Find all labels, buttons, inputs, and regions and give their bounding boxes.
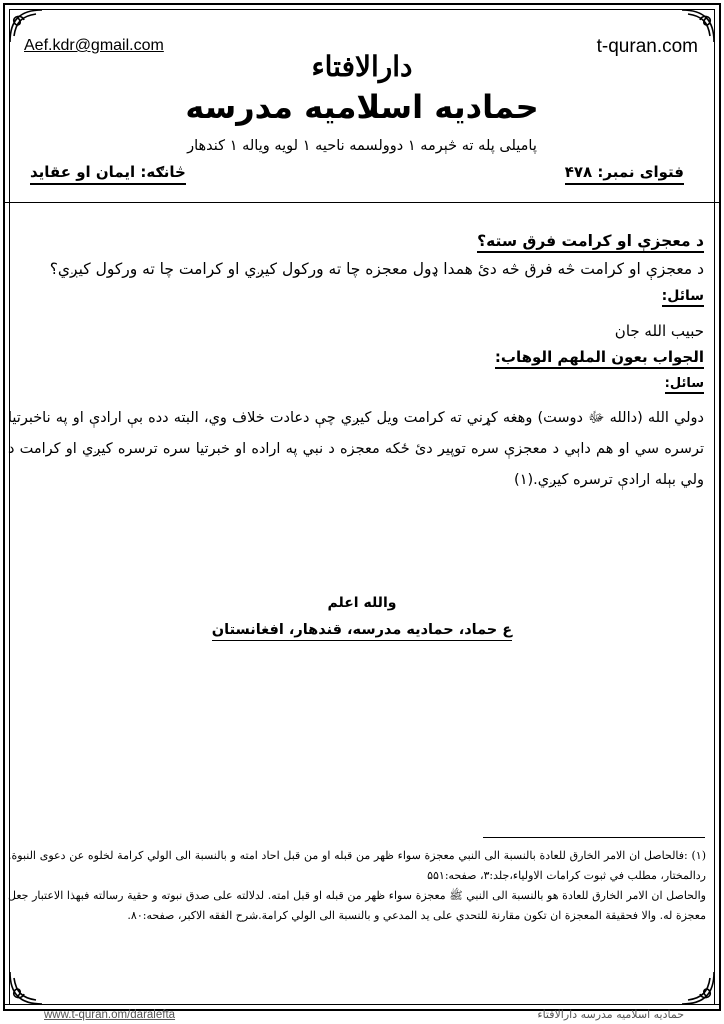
asker-label-text: سائل: xyxy=(662,288,704,307)
fatwa-number: فتوای نمبر: ۴۷۸ xyxy=(565,163,684,185)
header-divider xyxy=(4,202,720,203)
asker-label xyxy=(8,288,704,304)
footer-divider xyxy=(4,1004,720,1005)
footnotes xyxy=(8,846,706,926)
address-line: پامیلی پله ته څېرمه ۱ دوولسمه ناحیه ۱ لویه ویاله ۱ کندهار xyxy=(187,138,537,154)
dar-al-ifta-title: دارالافتاء xyxy=(311,50,413,83)
footnote-1: (۱) :فالحاصل ان الامر الخارق للعادة بالنسبة الى النبي معجزة سواء ظهر من قبله او من قبل احاد امته و بالنسبة الى الولي كرامة لخلوه عن دعوى النبوة. ردالمختار، مطلب في ثبوت كرامات الاولياء،جلد:۳، صفحه:۵۵۱ xyxy=(8,849,706,882)
allah-alam: والله اعلم xyxy=(327,595,397,611)
question-title xyxy=(8,232,704,250)
question-title-text: د معجزې او کرامت فرق سته؟ xyxy=(477,232,704,253)
email-link[interactable]: Aef.kdr@gmail.com xyxy=(24,37,164,54)
answer-text: دولي الله (دالله ﷻ دوست) وهغه کړني ته کرامت ويل کيږي چې دعادت خلاف وي، البته دده بې ارادې او په ناخبرتيا ترسره سي او هم داېي د معجزې سره توپير دئ ځکه معجزه د نبي په اراده او خبرتيا سره ترسره کيږي او کرامت د ولي بېله ارادې ترسره کيږي.(۱) xyxy=(8,410,704,488)
asker-name: حبيب الله جان xyxy=(614,322,704,340)
footnote-divider xyxy=(483,837,705,838)
footer-link[interactable]: www.t-quran.om/daralefta xyxy=(44,1009,176,1021)
website-label: t-quran.com xyxy=(596,36,698,57)
corner-ornament-icon xyxy=(678,968,718,1008)
corner-ornament-icon xyxy=(6,968,46,1008)
category-label: څانګه: ایمان او عقاید xyxy=(30,163,186,185)
answer-heading-text: الجواب بعون الملهم الوهاب: xyxy=(495,348,704,369)
answer-heading xyxy=(8,348,704,366)
footnote-2: والحاصل ان الامر الخارق للعادة هو بالنسبة الى النبي ﷺ معجزة سواء ظهر من قبله او قبل امته. لدلالته على صدق نبوته و حقية رسالته فبهذا الاعتبار جعل معجزة له. والا فحقيقة المعجزة ان تكون مقارنة للتحدي على يد المدعي و بالنسبة الى الولي كرامة.شرح الفقه الاكبر، صفحه:۸۰. xyxy=(8,889,706,922)
answer-label xyxy=(8,376,704,391)
madrasa-title: حمادیه اسلامیه مدرسه xyxy=(185,88,539,126)
answer-label-text: سائل: xyxy=(665,376,704,394)
question-text: د معجزې او کرامت څه فرق څه دئ همدا ډول معجزه چا ته ورکول کیږي او کرامت چا ته ورکول کیږي؟ xyxy=(49,260,704,278)
signature xyxy=(0,622,724,638)
signature-text: ع حماد، حمادیه مدرسه، قندهار، افغانستان xyxy=(212,622,512,641)
footer-name: حمادیه اسلامیه مدرسه دارالافتاء xyxy=(537,1008,684,1021)
